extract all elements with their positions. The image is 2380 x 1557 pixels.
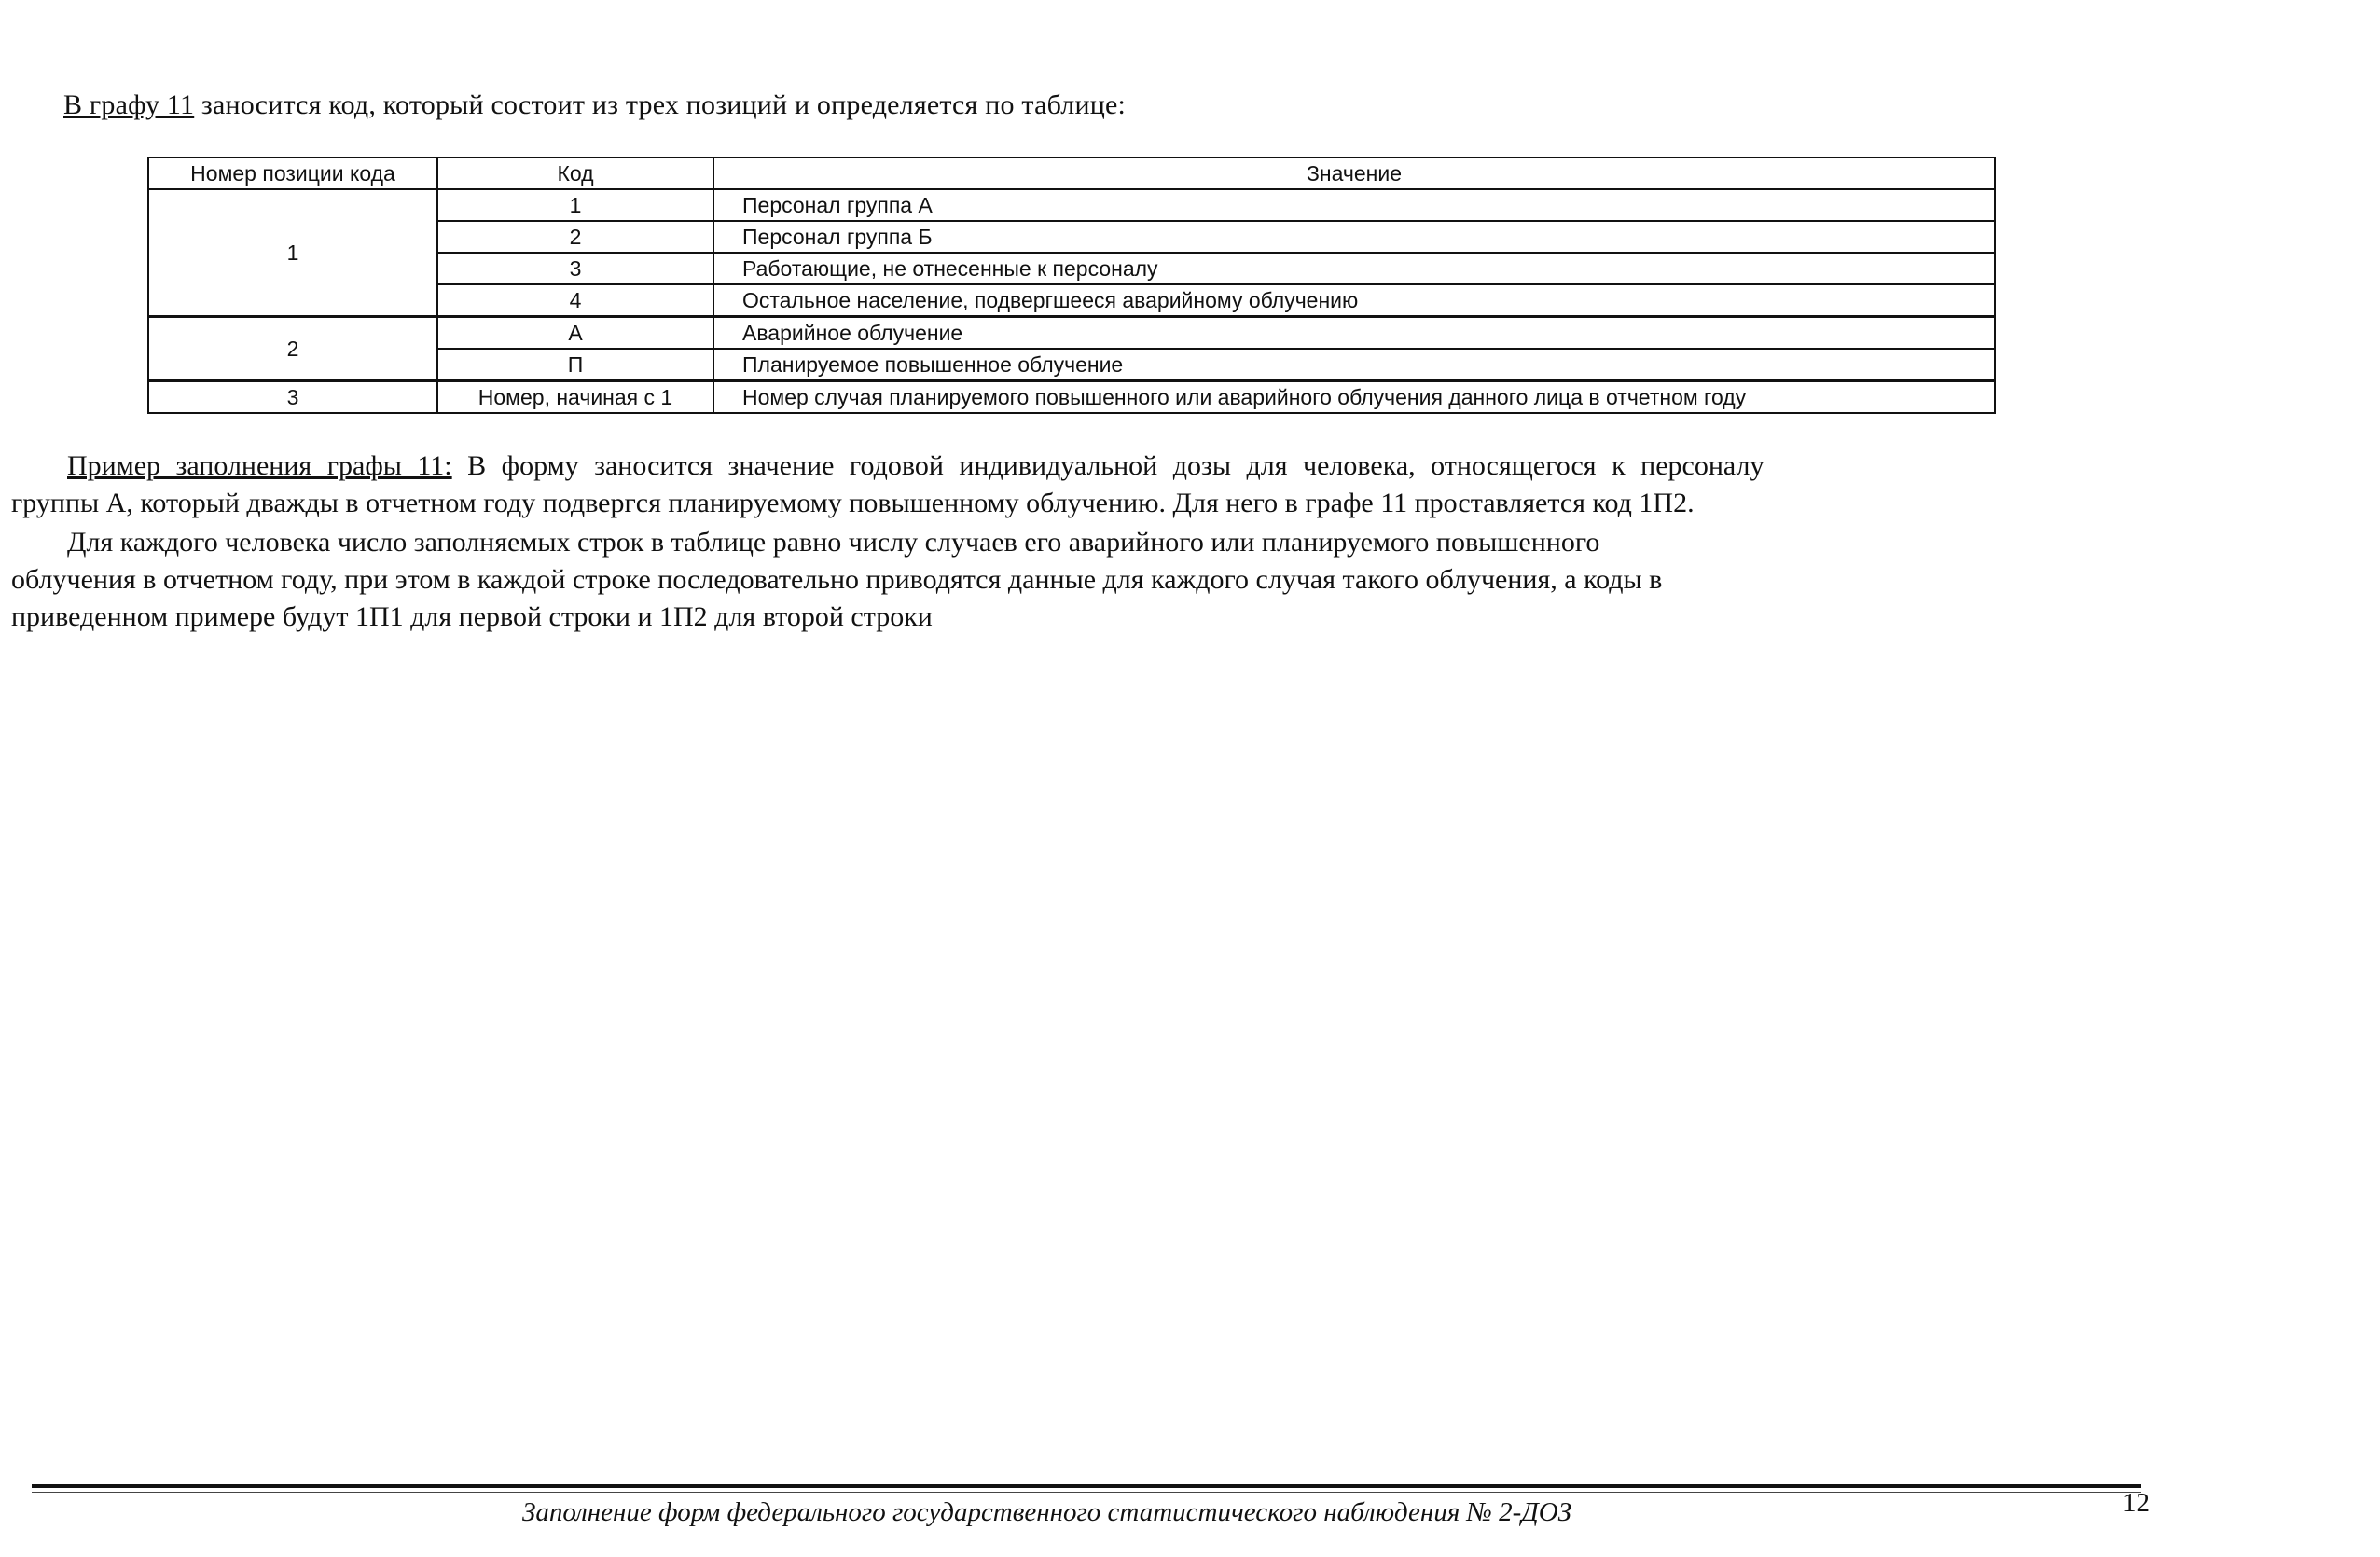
- intro-text: заносится код, который состоит из трех позиций и определяется по таблице:: [194, 90, 1127, 120]
- code-cell: П: [437, 349, 713, 381]
- code-cell: 4: [437, 284, 713, 317]
- code-cell: 1: [437, 189, 713, 221]
- table-row: [148, 189, 1995, 221]
- page-number: 12: [2123, 1488, 2150, 1518]
- position-cell: 2: [148, 317, 437, 381]
- explanation-line-1: Для каждого человека число заполняемых строк в таблице равно числу случаев его аварийного или планируемого повышенного: [67, 527, 1600, 558]
- meaning-cell: Работающие, не отнесенные к персоналу: [713, 253, 1995, 284]
- meaning-cell: Персонал группа Б: [713, 221, 1995, 253]
- table-header-row: [148, 158, 1995, 189]
- example-line-1: [11, 448, 1764, 485]
- position-cell: 1: [148, 189, 437, 317]
- header-meaning: Значение: [713, 158, 1995, 189]
- code-cell: 2: [437, 221, 713, 253]
- example-paragraph: [11, 448, 1764, 522]
- table-row: [148, 381, 1995, 414]
- position-cell: 3: [148, 381, 437, 414]
- meaning-cell: Персонал группа А: [713, 189, 1995, 221]
- footer-divider-thin: [32, 1492, 2141, 1493]
- code-cell: Номер, начиная с 1: [437, 381, 713, 414]
- meaning-cell: Остальное население, подвергшееся аварийному облучению: [713, 284, 1995, 317]
- header-position: Номер позиции кода: [148, 158, 437, 189]
- code-cell: А: [437, 317, 713, 350]
- code-cell: 3: [437, 253, 713, 284]
- example-line-2: группы А, который дважды в отчетном году подвергся планируемому повышенному облучению. Для него в графе 11 проставляется код 1П2.: [11, 488, 1695, 518]
- footer-title: Заполнение форм федерального государственного статистического наблюдения № 2-ДОЗ: [522, 1497, 1572, 1527]
- example-text: В форму заносится значение годовой индивидуальной дозы для человека, относящегося к персоналу: [451, 450, 1764, 481]
- footer-divider: [32, 1484, 2141, 1488]
- code-position-table: [147, 157, 1996, 414]
- intro-sentence: [63, 90, 1126, 121]
- explanation-line-3: приведенном примере будут 1П1 для первой строки и 1П2 для второй строки: [11, 601, 933, 632]
- intro-underlined: В графу 11: [63, 90, 195, 120]
- explanation-line-2: облучения в отчетном году, при этом в каждой строке последовательно приводятся данные для каждого случая такого облучения, а коды в: [11, 564, 1663, 595]
- table-row: [148, 317, 1995, 350]
- meaning-cell: Планируемое повышенное облучение: [713, 349, 1995, 381]
- header-code: Код: [437, 158, 713, 189]
- example-label: Пример заполнения графы 11:: [67, 450, 452, 481]
- explanation-paragraph: [11, 524, 1662, 636]
- meaning-cell: Аварийное облучение: [713, 317, 1995, 350]
- meaning-cell: Номер случая планируемого повышенного или аварийного облучения данного лица в отчетном году: [713, 381, 1995, 414]
